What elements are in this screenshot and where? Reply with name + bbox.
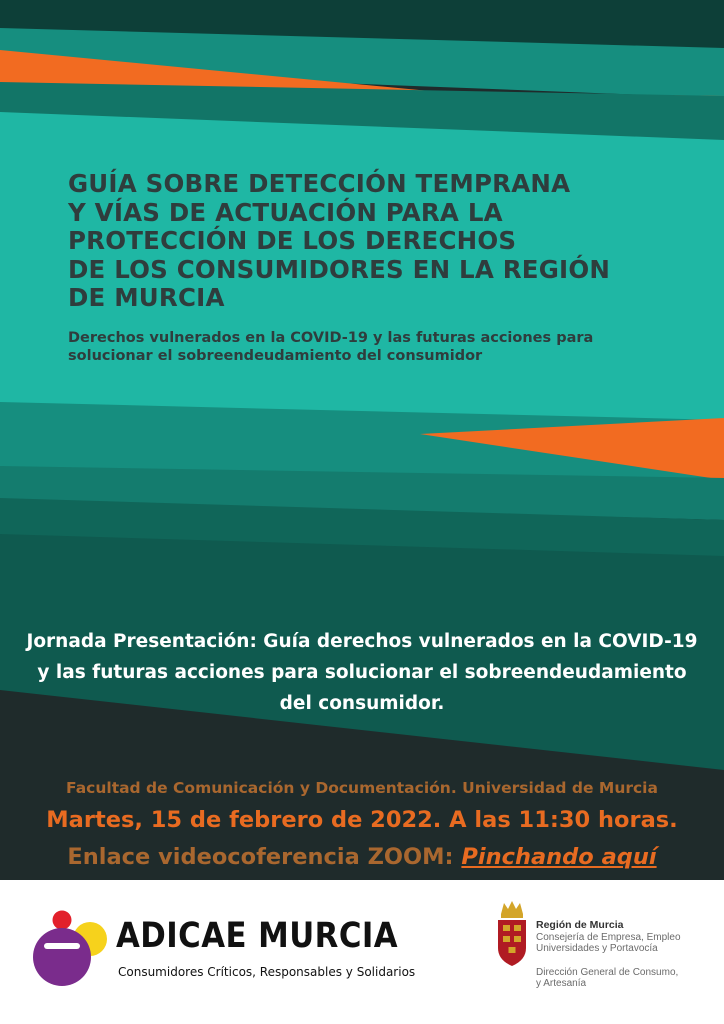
region-murcia-text — [536, 920, 681, 990]
adicae-name: ADICAE MURCIA — [116, 916, 399, 956]
guide-subtitle-line: solucionar el sobreendeudamiento del consumidor — [68, 347, 483, 364]
region-directorate-line: y Artesanía — [536, 978, 587, 989]
guide-subtitle — [68, 329, 688, 365]
guide-title-block — [68, 170, 688, 365]
region-department-line: Universidades y Portavocía — [536, 943, 658, 954]
guide-subtitle-line: Derechos vulnerados en la COVID-19 y las futuras acciones para — [68, 329, 594, 346]
guide-title-line: GUÍA SOBRE DETECCIÓN TEMPRANA — [68, 169, 571, 198]
footer-logos — [0, 880, 724, 1024]
guide-title-line: DE LOS CONSUMIDORES EN LA REGIÓN — [68, 254, 611, 284]
event-date: Martes, 15 de febrero de 2022. A las 11:30 horas. — [46, 807, 678, 833]
region-department-line: Consejería de Empresa, Empleo — [536, 931, 681, 943]
region-directorate-line: Dirección General de Consumo, — [536, 966, 679, 978]
event-description — [0, 626, 724, 719]
zoom-link[interactable]: Pinchando aquí — [461, 844, 657, 870]
adicae-tagline: Consumidores Críticos, Responsables y Solidarios — [118, 965, 416, 979]
event-description-line: Jornada Presentación: Guía derechos vulnerados en la COVID-19 — [26, 631, 698, 652]
zoom-line — [0, 844, 724, 870]
guide-title — [68, 170, 688, 313]
event-description-line: del consumidor. — [279, 693, 445, 714]
guide-title-line: PROTECCIÓN DE LOS DERECHOS — [68, 226, 517, 255]
guide-title-line: Y VÍAS DE ACTUACIÓN PARA LA — [68, 197, 503, 227]
event-venue: Facultad de Comunicación y Documentación. Universidad de Murcia — [66, 779, 658, 797]
region-murcia-crest-icon — [492, 898, 532, 970]
event-description-line: y las futuras acciones para solucionar el sobreendeudamiento — [37, 662, 687, 683]
zoom-label: Enlace videocoferencia ZOOM: — [67, 844, 462, 870]
guide-title-line: DE MURCIA — [68, 283, 225, 312]
region-title: Región de Murcia — [536, 919, 624, 931]
adicae-logo-icon — [32, 910, 112, 990]
